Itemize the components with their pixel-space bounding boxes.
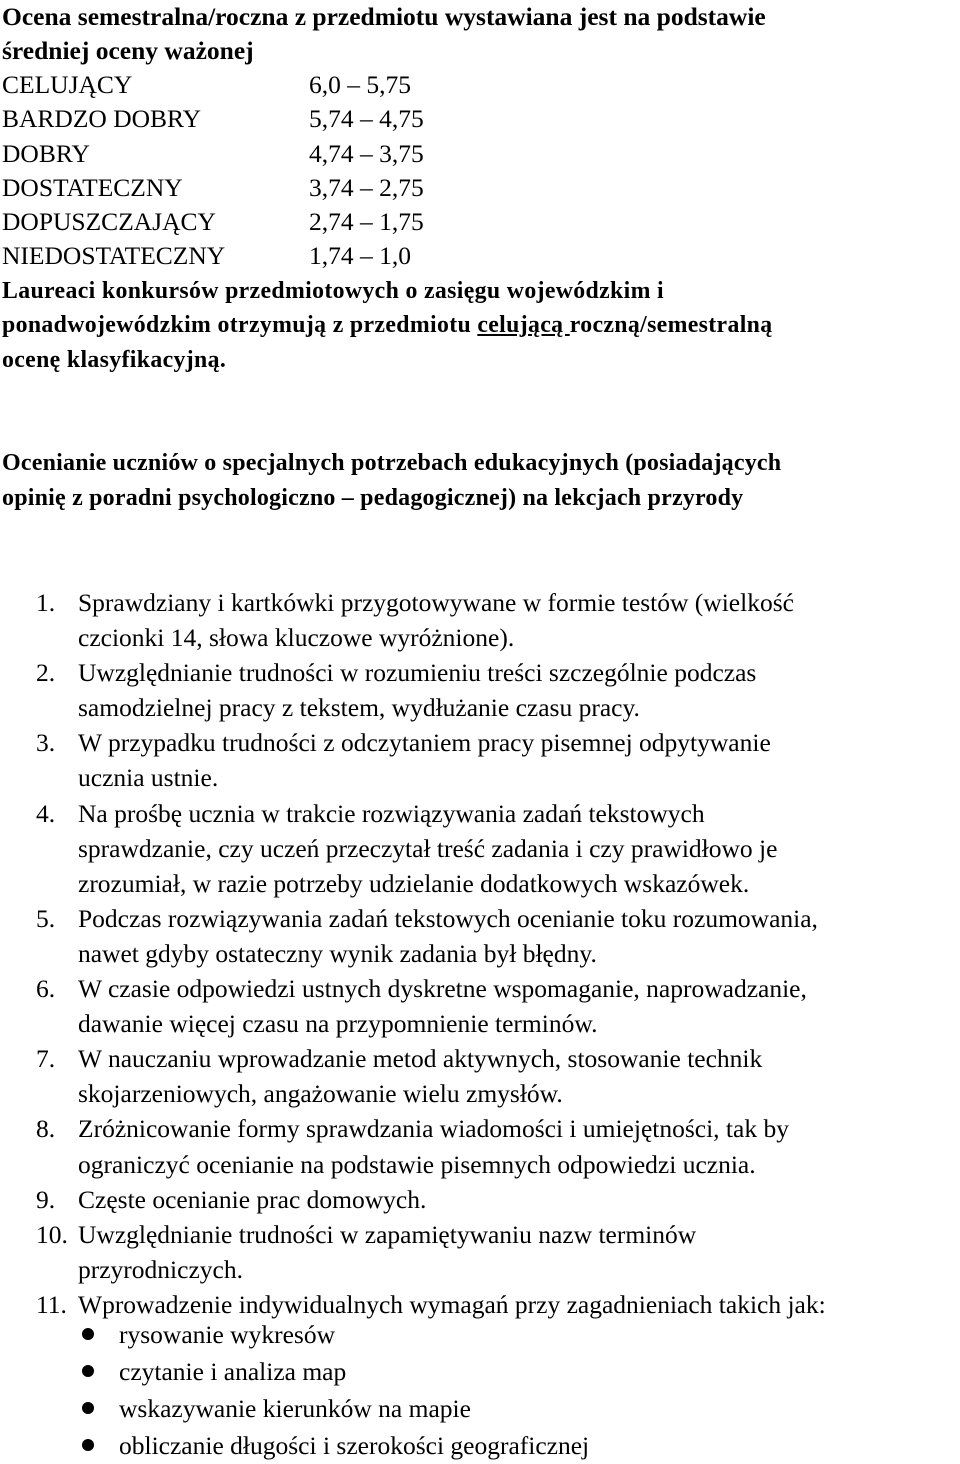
special-needs-line-2: opinię z poradni psychologiczno – pedagogicznej) na lekcjach przyrody [2,484,744,511]
item-line: zrozumiał, w razie potrzeby udzielanie dodatkowych wskazówek. [78,868,750,898]
item-line: dawanie więcej czasu na przypomnienie terminów. [78,1009,598,1039]
item-line: Uwzględnianie trudności w rozumieniu treści szczególnie podczas [78,658,757,688]
accommodations-list [2,585,960,1322]
item-line: Zróżnicowanie formy sprawdzania wiadomości i umiejętności, tak by [78,1114,789,1144]
list-item [2,585,960,655]
laureates-line-3: ocenę klasyfikacyjną. [2,346,227,373]
item-text [78,901,960,971]
bullet-text: czytanie i analiza map [119,1357,347,1386]
list-item [2,901,960,971]
item-line: W przypadku trudności z odczytaniem pracy pisemnej odpytywanie [78,728,771,758]
grade-range: 3,74 – 2,75 [309,172,424,202]
laureates-underlined: celującą [477,312,570,339]
bullet-item [2,1316,960,1353]
laureates-line-2a: ponadwojewódzkim otrzymują z przedmiotu [2,312,478,339]
grade-range: 6,0 – 5,75 [309,70,411,99]
bullet-icon [2,1390,119,1427]
list-item [2,1041,960,1111]
item-line: czcionki 14, słowa kluczowe wyróżnione). [78,623,515,653]
item-line: Uwzględnianie trudności w zapamiętywaniu nazw terminów [78,1219,697,1249]
item-text [78,655,960,725]
bullet-icon [2,1427,119,1464]
bullet-icon [2,1316,119,1353]
list-item [2,971,960,1041]
item-number: 10. [36,1219,68,1249]
item-line: skojarzeniowych, angażowanie wielu zmysłów. [78,1079,563,1109]
intro-line-2: średniej oceny ważonej [2,36,254,65]
grade-name: CELUJĄCY [2,70,133,99]
item-number: 1. [36,588,56,617]
item-number: 11. [36,1289,67,1319]
item-number: 5. [36,903,56,933]
item-text [78,796,960,901]
list-item [2,655,960,725]
item-line: Na prośbę ucznia w trakcie rozwiązywania zadań tekstowych [78,798,705,828]
list-item [2,1111,960,1181]
item-line: W nauczaniu wprowadzanie metod aktywnych, stosowanie technik [78,1044,763,1074]
grade-name: NIEDOSTATECZNY [2,241,226,271]
item-line: Sprawdziany i kartkówki przygotowywane w formie testów (wielkość [78,588,794,617]
item-number: 8. [36,1114,56,1144]
grade-row [2,102,958,136]
grade-row [2,68,958,102]
item-line: przyrodniczych. [78,1254,243,1284]
list-item [2,725,960,795]
item-number: 3. [36,728,56,758]
grade-row [2,171,958,205]
special-needs-line-1: Ocenianie uczniów o specjalnych potrzebach edukacyjnych (posiadających [2,450,782,476]
special-needs-heading [2,446,781,515]
bullet-text: obliczanie długości i szerokości geograficznej [119,1431,590,1460]
grade-scale-table [2,68,958,274]
grade-range: 5,74 – 4,75 [309,104,424,134]
intro-line-1: Ocena semestralna/roczna z przedmiotu wystawiana jest na podstawie [2,2,766,31]
laureates-line-2b: roczną/semestralną [569,312,773,339]
item-text [78,725,960,795]
item-number: 7. [36,1044,56,1074]
grade-name: DOPUSZCZAJĄCY [2,207,216,237]
item-text [78,971,960,1041]
grade-range: 4,74 – 3,75 [309,138,424,168]
item-line: ucznia ustnie. [78,763,219,793]
laureates-paragraph [2,274,958,378]
grade-row [2,137,958,171]
grade-name: DOBRY [2,138,90,168]
bullet-item [2,1390,960,1427]
bullet-item [2,1353,960,1390]
grade-name: DOSTATECZNY [2,172,183,202]
list-item [2,1217,960,1287]
item-text [78,585,960,655]
grade-name: BARDZO DOBRY [2,104,202,134]
list-item [2,796,960,901]
item-line: Częste ocenianie prac domowych. [78,1184,427,1214]
item-line: Wprowadzenie indywidualnych wymagań przy zagadnieniach takich jak: [78,1289,826,1319]
item-line: W czasie odpowiedzi ustnych dyskretne wspomaganie, naprowadzanie, [78,974,807,1004]
document-page [2,0,958,1460]
requirements-bullet-list [2,1316,960,1464]
bullet-icon [2,1353,119,1390]
list-item [2,1182,960,1217]
item-number: 2. [36,658,56,688]
bullet-item [2,1427,960,1464]
intro-paragraph [2,0,958,68]
item-text [78,1041,960,1111]
item-text [78,1182,960,1217]
grade-range: 2,74 – 1,75 [309,207,424,237]
grade-row [2,239,958,273]
laureates-line-1: Laureaci konkursów przedmiotowych o zasięgu wojewódzkim i [2,277,665,304]
grade-range: 1,74 – 1,0 [309,241,411,271]
bullet-text: rysowanie wykresów [119,1320,335,1349]
item-number: 4. [36,798,56,828]
item-text [78,1111,960,1181]
item-number: 9. [36,1184,56,1214]
item-line: sprawdzanie, czy uczeń przeczytał treść zadania i czy prawidłowo je [78,833,778,863]
item-line: ograniczyć ocenianie na podstawie pisemnych odpowiedzi ucznia. [78,1149,756,1179]
bullet-text: wskazywanie kierunków na mapie [119,1394,471,1423]
item-number: 6. [36,974,56,1004]
item-line: Podczas rozwiązywania zadań tekstowych ocenianie toku rozumowania, [78,903,818,933]
item-text [78,1217,960,1287]
grade-row [2,205,958,239]
item-line: samodzielnej pracy z tekstem, wydłużanie czasu pracy. [78,693,640,723]
item-line: nawet gdyby ostateczny wynik zadania był błędny. [78,938,597,968]
